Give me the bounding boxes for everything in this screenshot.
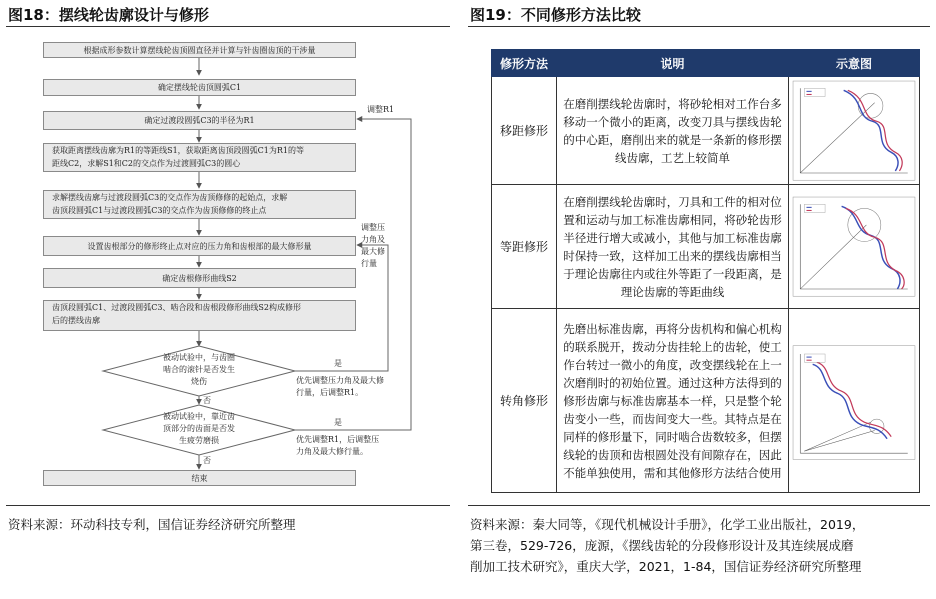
- flow-end: 结束: [43, 470, 356, 486]
- shift-modification-diagram: [792, 80, 916, 181]
- header-diagram: 示意图: [789, 50, 920, 77]
- row-diagram: [789, 309, 920, 493]
- flow-step-5-line1: 求解摆线齿廓与过渡段圆弧C3的交点作为齿顶修修的起始点，求解: [52, 193, 288, 202]
- row-description: 在磨削摆线轮齿廓时，将砂轮相对工作台多移动一个微小的距离，改变刀具与摆线齿轮的中心距，磨削出来的就是一条新的修形摆线齿廓，工艺上较简单: [557, 77, 789, 185]
- flow-step-4-line1: 获取距离摆线齿廓为R1的等距线S1，获取距离齿顶段圆弧C1为R1的等: [52, 146, 305, 155]
- decision-2-text: [139, 411, 259, 447]
- label-adjust-pa-1: 调整压: [361, 223, 385, 232]
- row-diagram: [789, 185, 920, 309]
- decision-1-line1: 被动试验中，与齿圈: [163, 353, 235, 362]
- table-header-row: [492, 50, 920, 77]
- table-row: [492, 77, 920, 185]
- decision-1-line3: 烧伤: [191, 377, 207, 386]
- rotation-modification-diagram: [792, 323, 916, 478]
- note-1-line1: 优先调整压力角及最大修: [296, 376, 384, 385]
- flow-step-2: 确定摆线轮齿顶圆弧C1: [43, 79, 356, 96]
- flowchart: [0, 0, 455, 500]
- label-adjust-pa-4: 行量: [361, 259, 377, 268]
- flow-step-8-line1: 齿顶段圆弧C1、过渡段圆弧C3、啮合段和齿根段修形曲线S2构成修形: [52, 303, 301, 312]
- fig19-title: 图19：不同修形方法比较: [470, 6, 641, 24]
- header-method: 修形方法: [492, 50, 557, 77]
- label-no-2: 否: [203, 456, 211, 465]
- label-yes-2: 是: [334, 418, 342, 427]
- row-description: 先磨出标准齿廓，再将分齿机构和偏心机构的联系脱开，拨动分齿挂轮上的齿轮，使工作台转过一微小的角度，改变摆线轮在上一次磨削时的初始位置。通过这种方法得到的修形齿廓与标准齿廓基本一样，只是整个轮齿变小一些，而齿间变大一些。其特点是在同样的修形量下，同时啮合齿数较多，但摆线轮的齿顶和齿根圆处没有间隙存在，因此不能单独使用，需和其他修形方法结合使用: [557, 309, 789, 493]
- flow-step-4: [43, 143, 356, 172]
- flow-step-1: 根据成形参数计算摆线轮齿顶圆直径并计算与针齿圈齿顶的干涉量: [43, 42, 356, 58]
- fig18-bottom-rule: [6, 505, 450, 506]
- row-method: 等距修形: [492, 185, 557, 309]
- fig18-source: 资料来源：环动科技专利，国信证券经济研究所整理: [8, 517, 296, 532]
- row-diagram: [789, 77, 920, 185]
- row-method: 转角修形: [492, 309, 557, 493]
- fig19-source-line1: 资料来源：秦大同等，《现代机械设计手册》，化学工业出版社，2019，: [470, 517, 865, 532]
- note-1: [296, 375, 384, 399]
- comparison-table: [491, 49, 920, 493]
- label-adjust-pa-3: 最大修: [361, 247, 385, 256]
- header-description: 说明: [557, 50, 789, 77]
- table-row: [492, 185, 920, 309]
- flow-step-8: [43, 300, 356, 331]
- fig19-bottom-rule: [468, 505, 930, 506]
- decision-2-line2: 顶部分的齿面是否发: [163, 424, 235, 433]
- fig18-title: 图18：摆线轮齿廓设计与修形: [8, 6, 209, 24]
- flow-step-4-line2: 距线C2，求解S1和C2的交点作为过渡圆弧C3的圆心: [52, 159, 241, 168]
- table-row: [492, 309, 920, 493]
- flow-step-7: 确定齿根修形曲线S2: [43, 268, 356, 288]
- row-description: 在磨削摆线轮齿廓时，刀具和工件的相对位置和运动与加工标准齿廓相同，将砂轮齿形半径进行增大或减小，其他与加工标准齿廓时保持一致，这样加工出来的摆线齿廓相当于理论齿廓往内或往外等距了一段距离，是理论齿廓的等距曲线: [557, 185, 789, 309]
- fig19-source-line3: 削加工技术研究》，重庆大学，2021，1-84，国信证券经济研究所整理: [470, 559, 862, 574]
- flow-step-3: 确定过渡段圆弧C3的半径为R1: [43, 111, 356, 130]
- decision-1-line2: 啮合的滚针是否发生: [163, 365, 235, 374]
- label-adjust-pa-2: 力角及: [361, 235, 385, 244]
- label-adjust-r1: 调整R1: [367, 105, 395, 114]
- flow-step-8-line2: 后的摆线齿廓: [52, 316, 100, 325]
- note-2-line1: 优先调整R1，后调整压: [296, 435, 380, 444]
- decision-2-line1: 被动试验中，靠近齿: [163, 412, 235, 421]
- note-2: [296, 434, 379, 458]
- row-method: 移距修形: [492, 77, 557, 185]
- fig19-source-line2: 第三卷，529-726，庞源，《摆线齿轮的分段修形设计及其连续展成磨: [470, 538, 854, 553]
- fig19-source: [470, 514, 932, 577]
- label-adjust-pressure-angle: [361, 222, 387, 270]
- decision-2-line3: 生疲劳磨损: [179, 436, 219, 445]
- fig19-top-rule: [468, 26, 930, 27]
- equidistant-modification-diagram: [792, 196, 916, 297]
- note-1-line2: 行量，后调整R1。: [296, 388, 364, 397]
- flow-step-5-line2: 齿顶段圆弧C1与过渡段圆弧C3的交点作为齿顶修修的终止点: [52, 206, 267, 215]
- flow-step-5: [43, 190, 356, 219]
- label-no-1: 否: [203, 396, 211, 405]
- note-2-line2: 力角及最大修行量。: [296, 447, 368, 456]
- decision-1-text: [139, 352, 259, 388]
- flow-step-6: 设置齿根部分的修形终止点对应的压力角和齿根部的最大修形量: [43, 236, 356, 256]
- label-yes-1: 是: [334, 359, 342, 368]
